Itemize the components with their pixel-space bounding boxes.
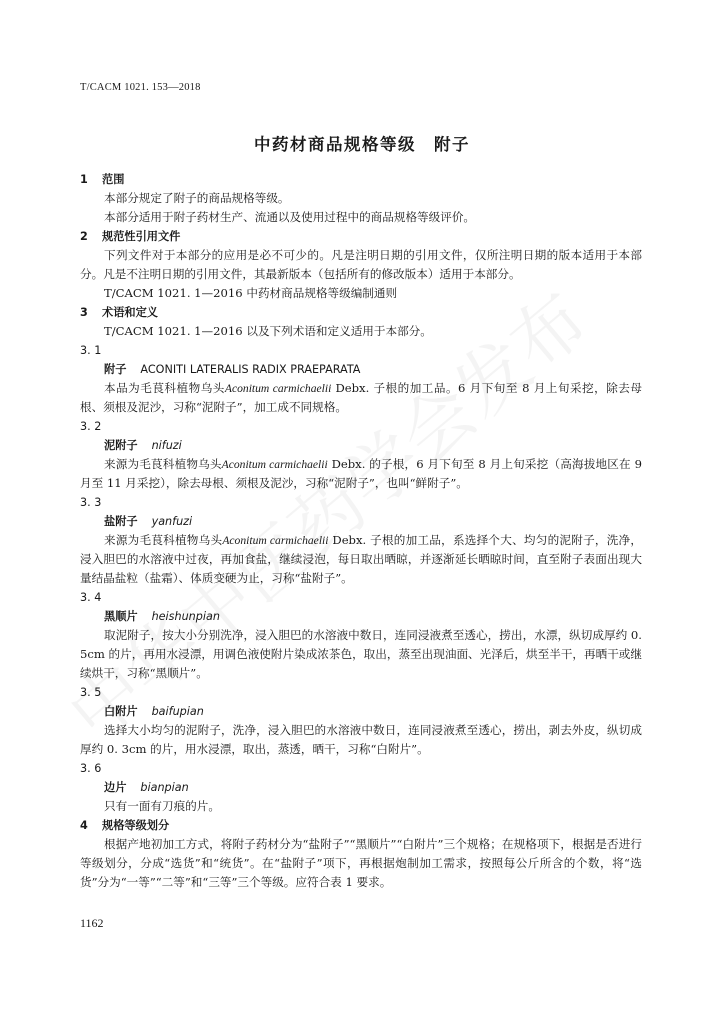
paragraph: 本部分适用于附子药材生产、流通以及使用过程中的商品规格等级评价。 (104, 210, 476, 224)
paragraph: 根据产地初加工方式，将附子药材分为“盐附子”“黑顺片”“白附片”三个规格；在规格项下，根据是否进行等级划分，分成“选货”和“统货”。在“盐附子”项下，再根据炮制加工需求，按照每公斤所含的个数，将“选货”分为“一等”“二等”和“三等”三个等级。应符合表 1 要求。 (80, 837, 642, 889)
term-number: 3. 3 (80, 496, 102, 509)
paragraph: 下列文件对于本部分的应用是必不可少的。凡是注明日期的引用文件，仅所注明日期的版本适用于本部分。凡是不注明日期的引用文件，其最新版本（包括所有的修改版本）适用于本部分。 (80, 248, 642, 281)
latin-name: Aconitum carmichaelii (222, 534, 329, 547)
document-body (80, 170, 642, 892)
term-name-zh: 黑顺片 (104, 610, 138, 623)
paragraph: T/CACM 1021. 1—2016 以及下列术语和定义适用于本部分。 (104, 324, 432, 338)
term-heading (80, 512, 642, 531)
term-number: 3. 6 (80, 762, 102, 775)
section-title: 范围 (102, 173, 125, 186)
term-name-en: ACONITI LATERALIS RADIX PRAEPARATA (140, 363, 361, 376)
reference-item: T/CACM 1021. 1—2016 中药材商品规格等级编制通则 (104, 286, 398, 300)
term-number: 3. 2 (80, 420, 102, 433)
term-heading (80, 360, 642, 379)
term-definition: 选择大小均匀的泥附子，洗净，浸入胆巴的水溶液中数日，连同浸液煮至透心，捞出，剥去外皮，纵切成厚约 0. 3cm 的片，用水浸漂，取出，蒸透，晒干，习称“白附片”。 (80, 723, 642, 756)
term-heading (80, 702, 642, 721)
term-name-zh: 边片 (104, 781, 127, 794)
section-number: 1 (80, 173, 88, 186)
definition-text: 本品为毛茛科植物乌头 (104, 381, 225, 395)
term-heading (80, 778, 642, 797)
term-definition (80, 531, 642, 588)
definition-text: Debx. 子根的加工品，系选择个大、均匀的泥附子，洗净，浸入胆巴的水溶液中过夜，再加食盐，继续浸泡，每日取出晒晾，并逐渐延长晒晾时间，直至附子表面出现大量结晶盐粒（盐霜）、体质变硬为止，习称“盐附子”。 (80, 533, 642, 585)
section-title: 规范性引用文件 (102, 230, 181, 243)
term-name-zh: 附子 (104, 363, 127, 376)
section-heading (80, 170, 642, 189)
term-definition (80, 455, 642, 493)
definition-text: Debx. 子根的加工品。6 月下旬至 8 月上旬采挖，除去母根、须根及泥沙，习称“泥附子”，加工成不同规格。 (80, 381, 642, 414)
standard-code: T/CACM 1021. 153—2018 (80, 82, 201, 93)
section-number: 4 (80, 819, 88, 832)
section-title: 术语和定义 (102, 306, 158, 319)
paragraph: 本部分规定了附子的商品规格等级。 (104, 191, 290, 205)
term-name-en: nifuzi (151, 439, 182, 452)
latin-name: Aconitum carmichaelii (224, 382, 332, 395)
definition-text: 来源为毛茛科植物乌头 (104, 533, 223, 547)
term-number: 3. 4 (80, 591, 102, 604)
section-number: 2 (80, 230, 88, 243)
section-heading (80, 303, 642, 322)
term-name-zh: 盐附子 (104, 515, 138, 528)
term-definition (80, 379, 642, 417)
term-heading (80, 436, 642, 455)
term-name-zh: 白附片 (104, 705, 138, 718)
term-number: 3. 5 (80, 686, 102, 699)
latin-name: Aconitum carmichaelii (221, 458, 328, 471)
term-name-zh: 泥附子 (104, 439, 138, 452)
term-name-en: yanfuzi (151, 515, 193, 528)
section-heading (80, 816, 642, 835)
section-heading (80, 227, 642, 246)
definition-text: Debx. 的子根，6 月下旬至 8 月上旬采挖（高海拔地区在 9 月至 11 月采挖），除去母根、须根及泥沙，习称“泥附子”，也叫“鲜附子”。 (80, 457, 643, 490)
term-name-en: baifupian (151, 705, 204, 718)
page-title: 中药材商品规格等级 附子 (254, 135, 470, 154)
term-definition: 取泥附子，按大小分别洗净，浸入胆巴的水溶液中数日，连同浸液煮至透心，捞出，水漂，纵切成厚约 0. 5cm 的片，再用水浸漂，用调色液使附片染成浓茶色，取出，蒸至出现油面、光泽后，烘至半干，再晒干或继续烘干，习称“黑顺片”。 (80, 628, 642, 680)
page-number: 1162 (80, 916, 104, 930)
term-number: 3. 1 (80, 344, 102, 357)
term-definition: 只有一面有刀痕的片。 (104, 799, 220, 813)
term-name-en: bianpian (140, 781, 189, 794)
term-name-en: heishunpian (151, 610, 220, 623)
section-title: 规格等级划分 (102, 819, 170, 832)
section-number: 3 (80, 306, 88, 319)
term-heading (80, 607, 642, 626)
definition-text: 来源为毛茛科植物乌头 (104, 457, 222, 471)
